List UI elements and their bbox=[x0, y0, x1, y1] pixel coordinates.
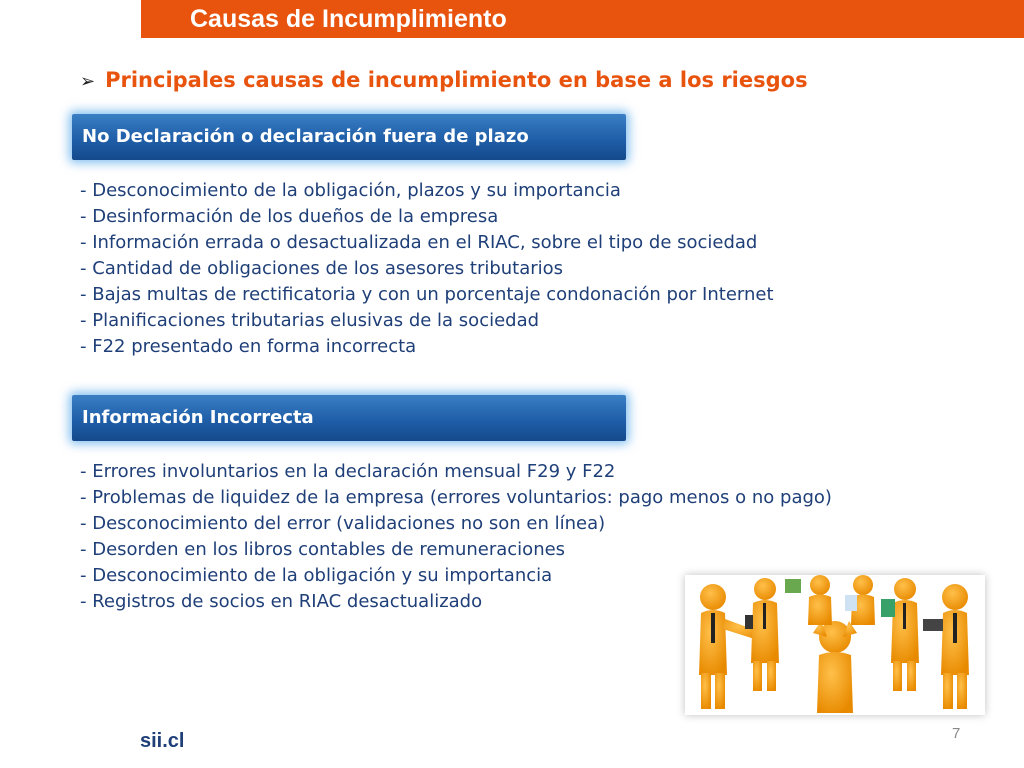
list-no-declaracion bbox=[80, 178, 774, 360]
section-header-informacion-incorrecta: Información Incorrecta bbox=[72, 395, 626, 441]
section-header-no-declaracion: No Declaración o declaración fuera de plazo bbox=[72, 114, 626, 160]
list-item: - Cantidad de obligaciones de los asesores tributarios bbox=[80, 258, 564, 279]
list-item: - Desconocimiento de la obligación y su importancia bbox=[80, 565, 553, 586]
footer-logo[interactable]: sii.cl bbox=[140, 730, 185, 752]
people-illustration-svg bbox=[685, 575, 985, 715]
person-figure bbox=[923, 584, 969, 709]
list-item: - Errores involuntarios en la declaración mensual F29 y F22 bbox=[80, 461, 616, 482]
arrow-bullet-icon: ➢ bbox=[80, 71, 96, 92]
list-item: - F22 presentado en forma incorrecta bbox=[80, 336, 417, 357]
person-figure bbox=[881, 578, 919, 691]
list-item: - Bajas multas de rectificatoria y con un porcentaje condonación por Internet bbox=[80, 284, 774, 305]
list-item: - Planificaciones tributarias elusivas de la sociedad bbox=[80, 310, 540, 331]
list-item: - Desconocimiento del error (validaciones no son en línea) bbox=[80, 513, 606, 534]
list-item: - Problemas de liquidez de la empresa (errores voluntarios: pago menos o no pago) bbox=[80, 487, 832, 508]
list-item: - Registros de socios en RIAC desactualizado bbox=[80, 591, 483, 612]
list-item: - Desorden en los libros contables de remuneraciones bbox=[80, 539, 566, 560]
slide-subtitle bbox=[80, 66, 808, 96]
person-figure bbox=[785, 575, 832, 625]
person-figure bbox=[813, 621, 857, 713]
people-crowd-illustration bbox=[685, 575, 985, 715]
list-item: - Información errada o desactualizada en el RIAC, sobre el tipo de sociedad bbox=[80, 232, 758, 253]
person-figure bbox=[845, 575, 875, 625]
list-item: - Desinformación de los dueños de la empresa bbox=[80, 206, 499, 227]
slide-title: Causas de Incumplimiento bbox=[190, 5, 507, 33]
subtitle-text: Principales causas de incumplimiento en base a los riesgos bbox=[105, 68, 808, 92]
page-number: 7 bbox=[952, 725, 961, 742]
list-item: - Desconocimiento de la obligación, plazos y su importancia bbox=[80, 180, 621, 201]
